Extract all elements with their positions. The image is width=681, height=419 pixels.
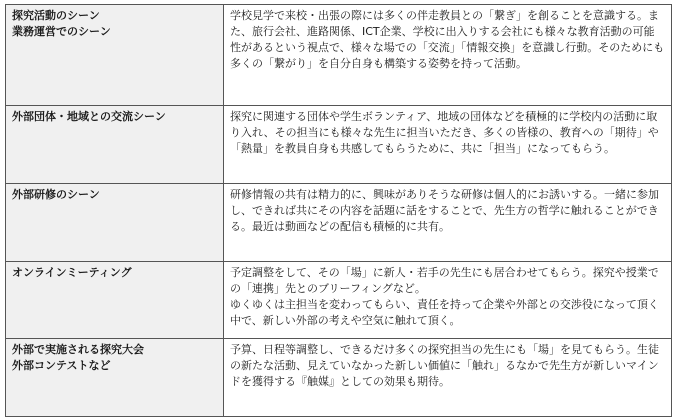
table-row (6, 339, 672, 417)
scene-description-cell (224, 106, 672, 184)
scene-description: 予定調整をして、その「場」に新人・若手の先生にも居合わせてもらう。探究や授業での「連携」先とのブリーフィングなど。 (230, 266, 659, 295)
table-row (6, 106, 672, 184)
scene-label: 探究活動のシーン (12, 9, 100, 22)
scene-label-cell (6, 184, 224, 262)
scene-label: 外部研修のシーン (12, 188, 100, 201)
scene-label-cell (6, 5, 224, 106)
table-row (6, 184, 672, 262)
scene-description: 学校見学で来校・出張の際には多くの伴走教員との「繋ぎ」を創ることを意識する。また、旅行会社、進路関係、ICT企業、学校に出入りする会社にも様々な教育活動の可能性があるという視点で、様々な場での「交流」「情報交換」を意識し行動。そのためにも多くの「繋がり」を自分自身も構築する姿勢を持って活動。 (230, 9, 665, 70)
scene-description-cell (224, 339, 672, 417)
scene-table (5, 4, 672, 417)
table-row (6, 262, 672, 339)
scene-label: 外部団体・地域との交流シーン (12, 110, 166, 123)
scene-label: 外部コンテストなど (12, 359, 111, 372)
scene-label-cell (6, 106, 224, 184)
scene-description: ゆくゆくは主担当を変わってもらい、責任を持って企業や外部との交渉役になって頂く中で、新しい外部の考えや空気に触れて頂く。 (230, 298, 659, 327)
scene-label: オンラインミーティング (12, 266, 132, 279)
scene-description: 探究に関連する団体や学生ボランティア、地域の団体などを積極的に学校内の活動に取り入れ、その担当にも様々な先生に担当いただき、多くの皆様の、教育への「期待」や「熱量」を教員自身も共感してもらうために、共に「担当」になってもらう。 (230, 110, 659, 155)
scene-description-cell (224, 184, 672, 262)
scene-description: 研修情報の共有は精力的に、興味がありそうな研修は個人的にお誘いする。一緒に参加し、できれば共にその内容を話題に話をすることで、先生方の哲学に触れることができる。最近は動画などの配信も積極的に共有。 (230, 188, 659, 233)
scene-description-cell (224, 262, 672, 339)
scene-label-cell (6, 339, 224, 417)
scene-label: 業務運営でのシーン (12, 25, 111, 38)
table-row (6, 5, 672, 106)
scene-description-cell (224, 5, 672, 106)
scene-label-cell (6, 262, 224, 339)
scene-description: 予算、日程等調整し、できるだけ多くの探究担当の先生にも「場」を見てもらう。生徒の新たな活動、見えていなかった新しい価値に「触れ」るなかで先生方が新しいマインドを獲得する『触媒』としての効果も期待。 (230, 343, 659, 388)
scene-label: 外部で実施される探究大会 (12, 343, 144, 356)
